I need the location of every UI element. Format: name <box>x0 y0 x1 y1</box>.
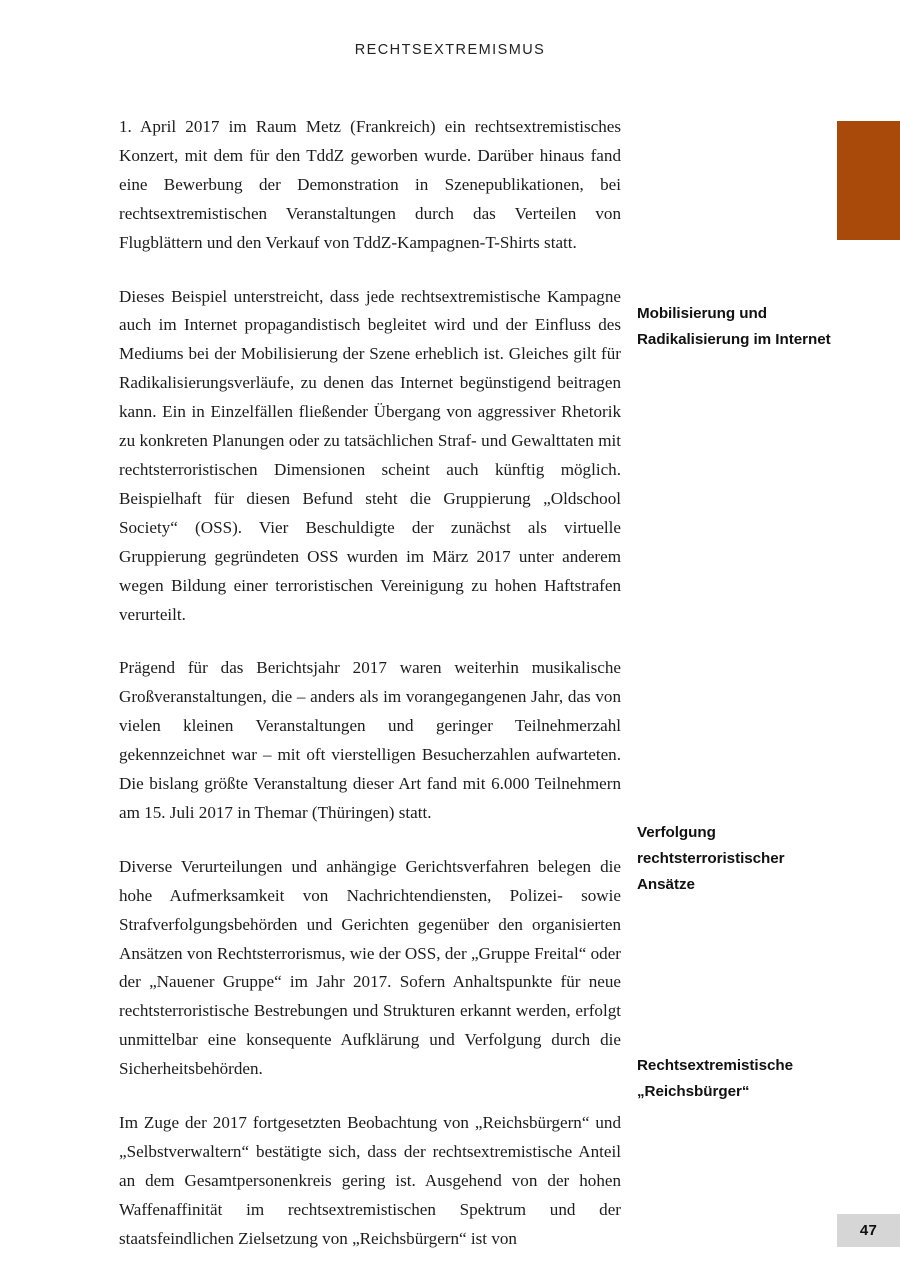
body-paragraph: Prägend für das Berichtsjahr 2017 waren weiterhin musikalische Großveranstaltungen, die – anders als im vorangegangenen Jahr, das von vielen kleinen Veranstaltungen und geringer Teilnehmerzahl gekennzeichnet war – mit oft vierstelligen Besucherzahlen aufwarteten. Die bislang größte Veranstaltung dieser Art fand mit 6.000 Teilnehmern am 15. Juli 2017 in Themar (Thüringen) statt. <box>119 658 621 822</box>
margin-heading-reichsbuerger: Rechtsextremistische „Reichsbürger“ <box>637 1057 794 1100</box>
running-head: RECHTSEXTREMISMUS <box>354 42 546 58</box>
body-paragraph: 1. April 2017 im Raum Metz (Frankreich) ein rechtsextremistisches Konzert, mit dem für den TddZ geworben wurde. Darüber hinaus fand eine Bewerbung der Demonstration in Szenepublikationen, bei rechtsextremistischen Veranstaltungen durch das Verteilen von Flugblättern und den Verkauf von TddZ-Kampagnen-T-Shirts statt. <box>119 117 621 252</box>
body-text-column <box>119 113 621 1254</box>
body-paragraph: Diverse Verurteilungen und anhängige Gerichtsverfahren belegen die hohe Aufmerksamkeit von Nachrichtendiensten, Polizei- sowie Strafverfolgungsbehörden und Gerichten gegenüber den organisierten Ansätzen von Rechtsterrorismus, wie der OSS, der „Gruppe Freital“ oder der „Nauener Gruppe“ im Jahr 2017. Sofern Anhaltspunkte für neue rechtsterroristische Bestrebungen und Strukturen erkannt werden, erfolgt unmittelbar eine konsequente Aufklärung und Verfolgung durch die Sicherheitsbehörden. <box>119 856 621 1079</box>
body-paragraph: Dieses Beispiel unterstreicht, dass jede rechtsextremistische Kampagne auch im Internet propagandistisch begleitet wird und der Einfluss des Mediums bei der Mobilisierung der Szene erheblich ist. Gleiches gilt für Radikalisierungsverläufe, zu denen das Internet begünstigend beitragen kann. Ein in Einzelfällen fließender Übergang von aggressiver Rhetorik zu konkreten Planungen oder zu tatsächlichen Straf- und Gewalttaten mit rechtsterroristischen Dimensionen scheint auch künftig möglich. Beispielhaft für diesen Befund steht die Gruppierung „Oldschool Society“ (OSS). Vier Beschuldigte der zunächst als virtuelle Gruppierung gegründeten OSS wurden im März 2017 unter anderem wegen Bildung einer terroristischen Vereinigung zu hohen Haftstrafen verurteilt. <box>119 286 621 624</box>
margin-heading-mobilisierung: Mobilisierung und Radikalisierung im Internet <box>637 305 831 348</box>
page-number-box <box>837 1214 900 1247</box>
accent-color-block <box>837 121 900 240</box>
page-number: 47 <box>859 1222 878 1239</box>
body-paragraph: Im Zuge der 2017 fortgesetzten Beobachtung von „Reichsbürgern“ und „Selbstverwaltern“ bestätigte sich, dass der rechtsextremistische Anteil an dem Gesamtpersonenkreis gering ist. Ausgehend von der hohen Waffenaffinität im rechtsextremistischen Spektrum und der staatsfeindlichen Zielsetzung von „Reichsbürgern“ ist von <box>119 1113 621 1248</box>
margin-heading-verfolgung: Verfolgung rechtsterroristischer Ansätze <box>637 824 785 893</box>
